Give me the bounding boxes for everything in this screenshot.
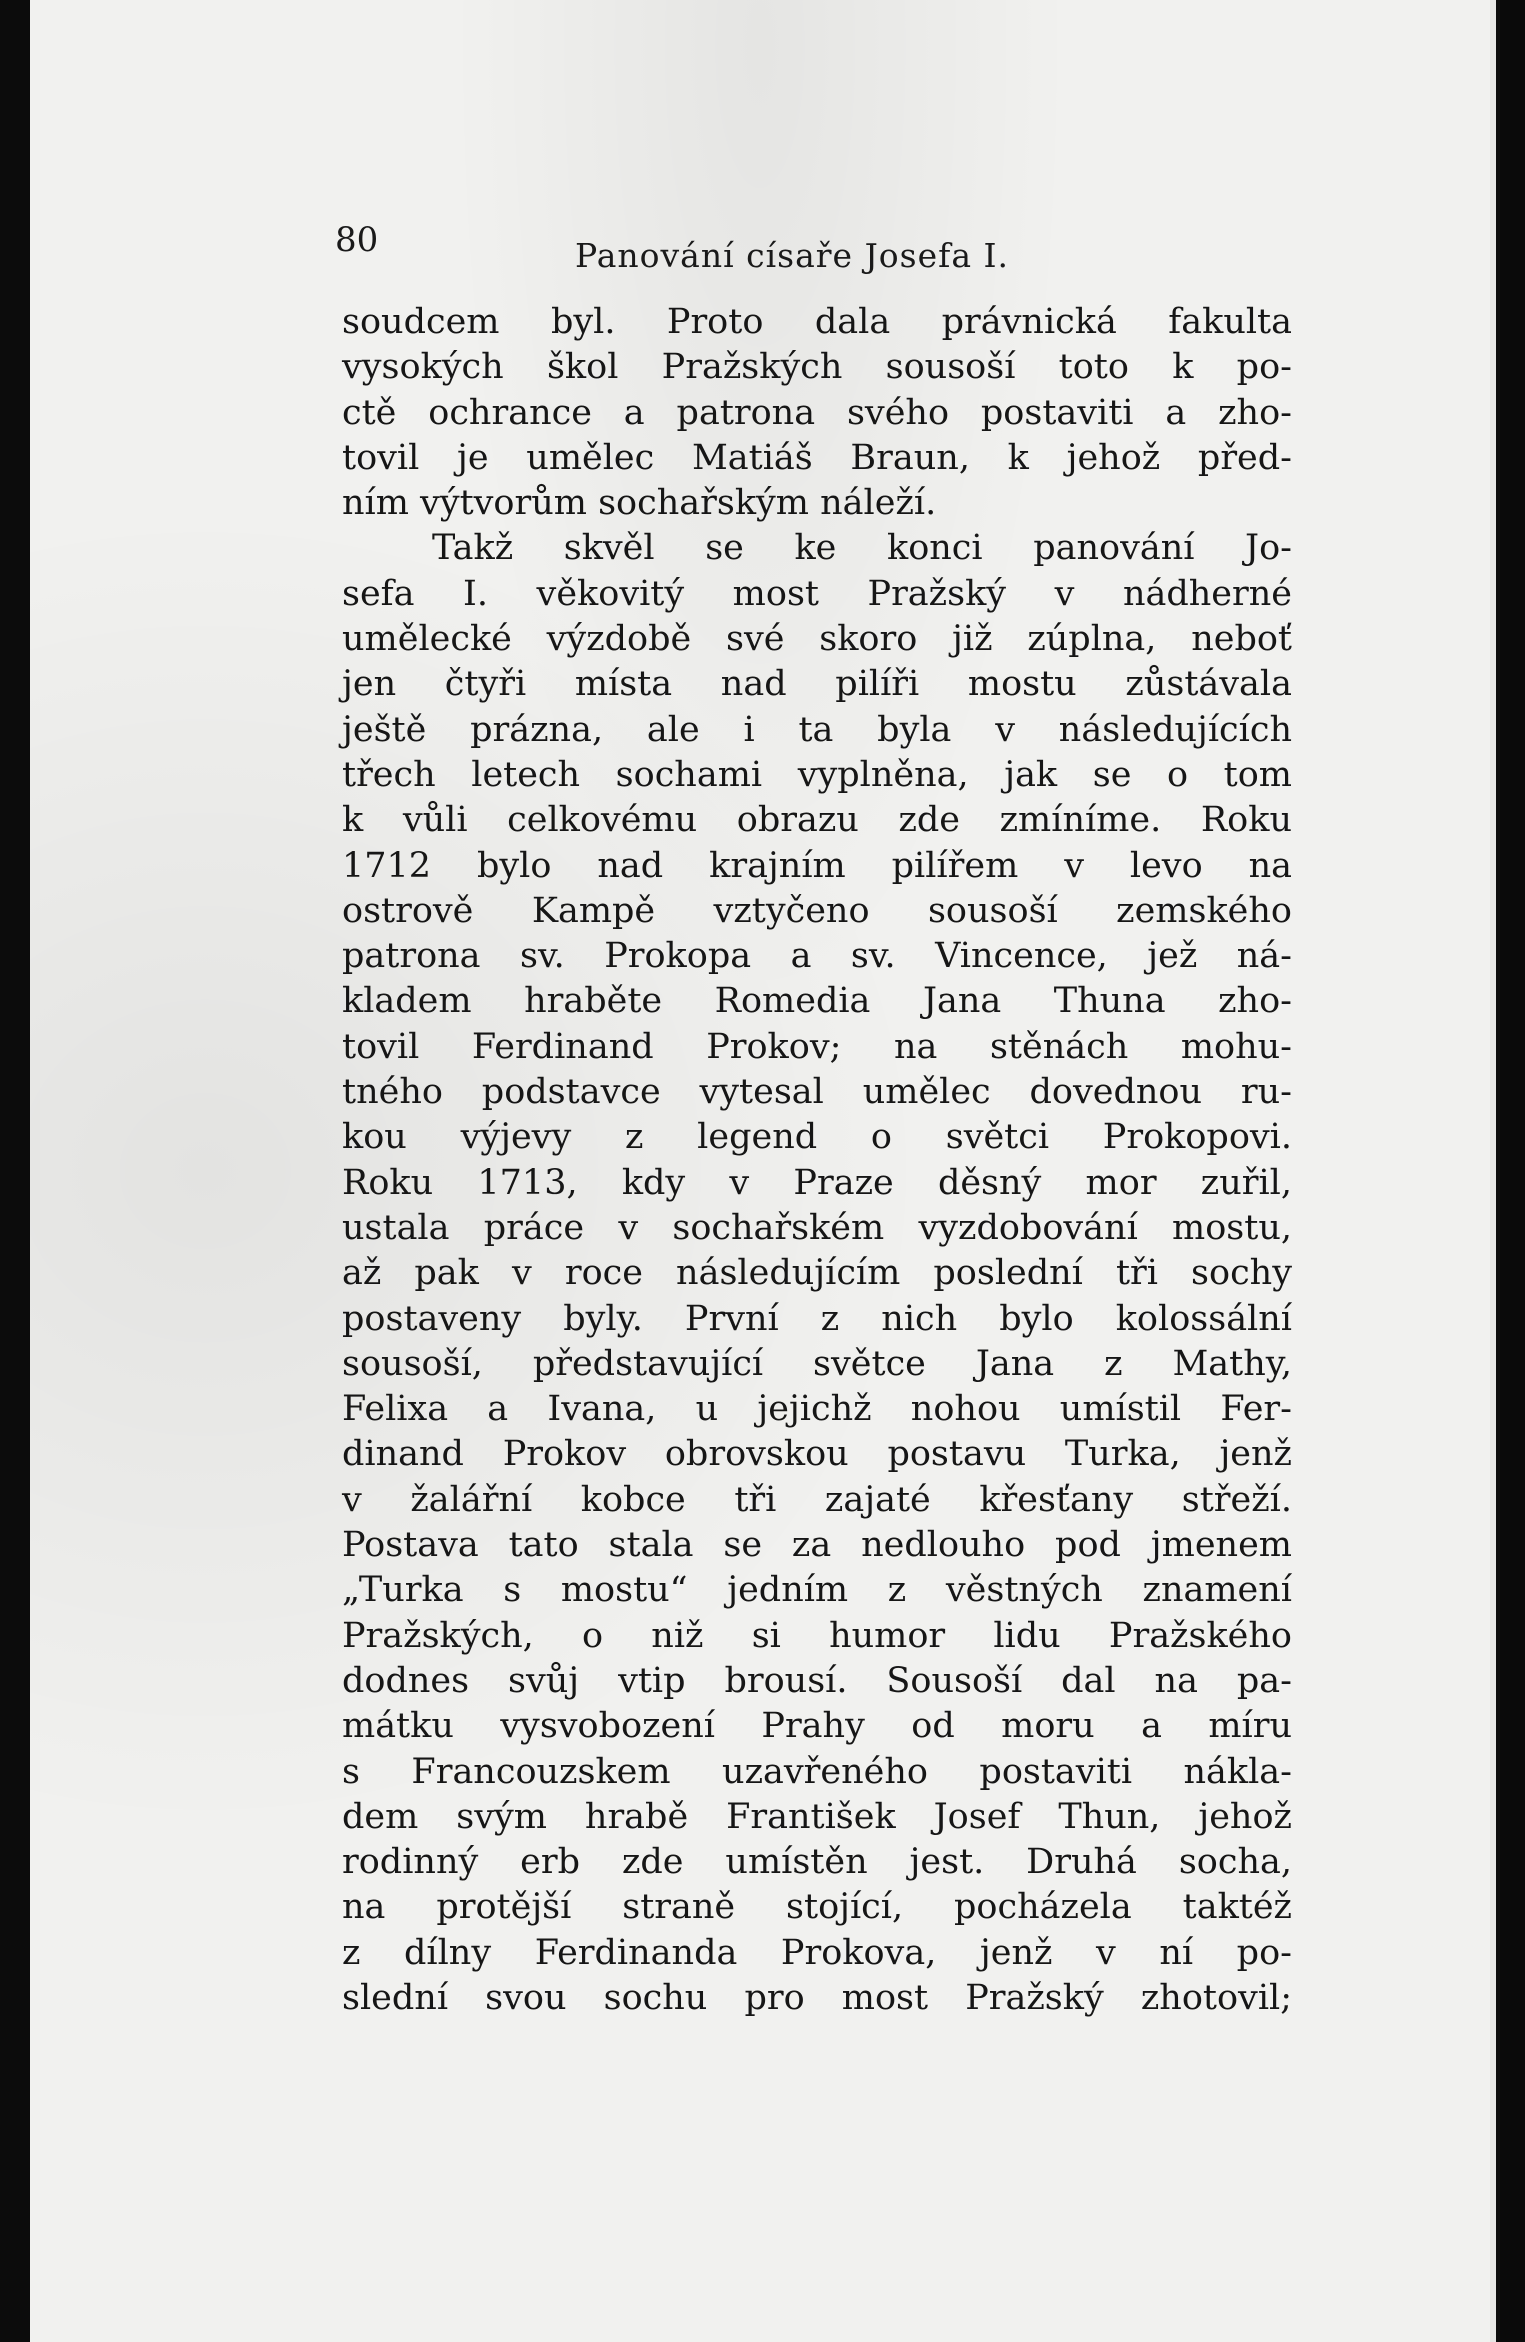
- scan-edge: [1490, 0, 1525, 2342]
- text-line: soudcem byl. Proto dala právnická fakulta: [342, 302, 1292, 342]
- text-line: 1712 bylo nad krajním pilířem v levo na: [342, 845, 1292, 886]
- text-line: tného podstavce vytesal umělec dovednou ru-: [342, 1072, 1292, 1113]
- text-line: Takž skvěl se ke konci panování Jo-: [432, 528, 1292, 569]
- text-line: dem svým hrabě František Josef Thun, jehož: [342, 1796, 1292, 1837]
- text-line: ještě prázna, ale i ta byla v následujících: [342, 709, 1292, 750]
- text-line: na protější straně stojící, pocházela taktéž: [342, 1887, 1292, 1928]
- text-line: postaveny byly. První z nich bylo kolossální: [342, 1298, 1292, 1339]
- text-line: kou výjevy z legend o světci Prokopovi.: [342, 1117, 1292, 1158]
- text-line: slední svou sochu pro most Pražský zhotovil;: [342, 1977, 1292, 2018]
- text-line: z dílny Ferdinanda Prokova, jenž v ní po-: [342, 1932, 1292, 1973]
- text-line: až pak v roce následujícím poslední tři sochy: [342, 1253, 1292, 1294]
- text-line: ním výtvorům sochařským náleží.: [342, 483, 937, 524]
- text-line: kladem hraběte Romedia Jana Thuna zho-: [342, 981, 1292, 1022]
- text-line: dodnes svůj vtip brousí. Sousoší dal na pa-: [342, 1660, 1292, 1701]
- text-line: jen čtyři místa nad pilíři mostu zůstávala: [342, 664, 1292, 705]
- text-line: ctě ochrance a patrona svého postaviti a zho-: [342, 392, 1292, 433]
- text-line: ustala práce v sochařském vyzdobování mostu,: [342, 1207, 1292, 1248]
- text-line: Pražských, o niž si humor lidu Pražského: [342, 1615, 1292, 1656]
- text-line: Roku 1713, kdy v Praze děsný mor zuřil,: [342, 1162, 1292, 1203]
- text-line: ostrově Kampě vztyčeno sousoší zemského: [342, 890, 1292, 931]
- text-line: sefa I. věkovitý most Pražský v nádherné: [342, 573, 1292, 614]
- text-line: v žalářní kobce tři zajaté křesťany střeží.: [342, 1479, 1292, 1520]
- text-line: rodinný erb zde umístěn jest. Druhá socha,: [342, 1842, 1292, 1883]
- page-header: [30, 220, 1490, 280]
- page-number: 80: [335, 220, 379, 260]
- text-line: třech letech sochami vyplněna, jak se o tom: [342, 754, 1292, 795]
- text-line: vysokých škol Pražských sousoší toto k po-: [342, 347, 1292, 388]
- text-line: s Francouzskem uzavřeného postaviti náklа-: [342, 1751, 1292, 1792]
- text-line: dinand Prokov obrovskou postavu Turka, jenž: [342, 1434, 1292, 1475]
- text-line: Felixa a Ivana, u jejichž nohou umístil Fer-: [342, 1389, 1292, 1430]
- body-text: [342, 300, 1292, 2021]
- book-page: [30, 0, 1490, 2342]
- text-line: patrona sv. Prokopa a sv. Vincence, jež ná-: [342, 936, 1292, 977]
- text-line: tovil je umělec Matiáš Braun, k jehož před-: [342, 437, 1292, 478]
- text-line: „Turka s mostu“ jedním z věstných znamení: [342, 1570, 1292, 1611]
- text-line: mátku vysvobození Prahy od moru a míru: [342, 1706, 1292, 1747]
- text-line: tovil Ferdinand Prokov; na stěnách mohu-: [342, 1026, 1292, 1067]
- text-line: umělecké výzdobě své skoro již zúplna, neboť: [342, 619, 1292, 660]
- text-line: k vůli celkovému obrazu zde zmíníme. Roku: [342, 800, 1292, 841]
- text-line: Postava tato stala se za nedlouho pod jmenem: [342, 1525, 1292, 1566]
- text-line: sousoší, představující světce Jana z Mathy,: [342, 1343, 1292, 1384]
- running-title: Panování císaře Josefa I.: [575, 236, 1010, 275]
